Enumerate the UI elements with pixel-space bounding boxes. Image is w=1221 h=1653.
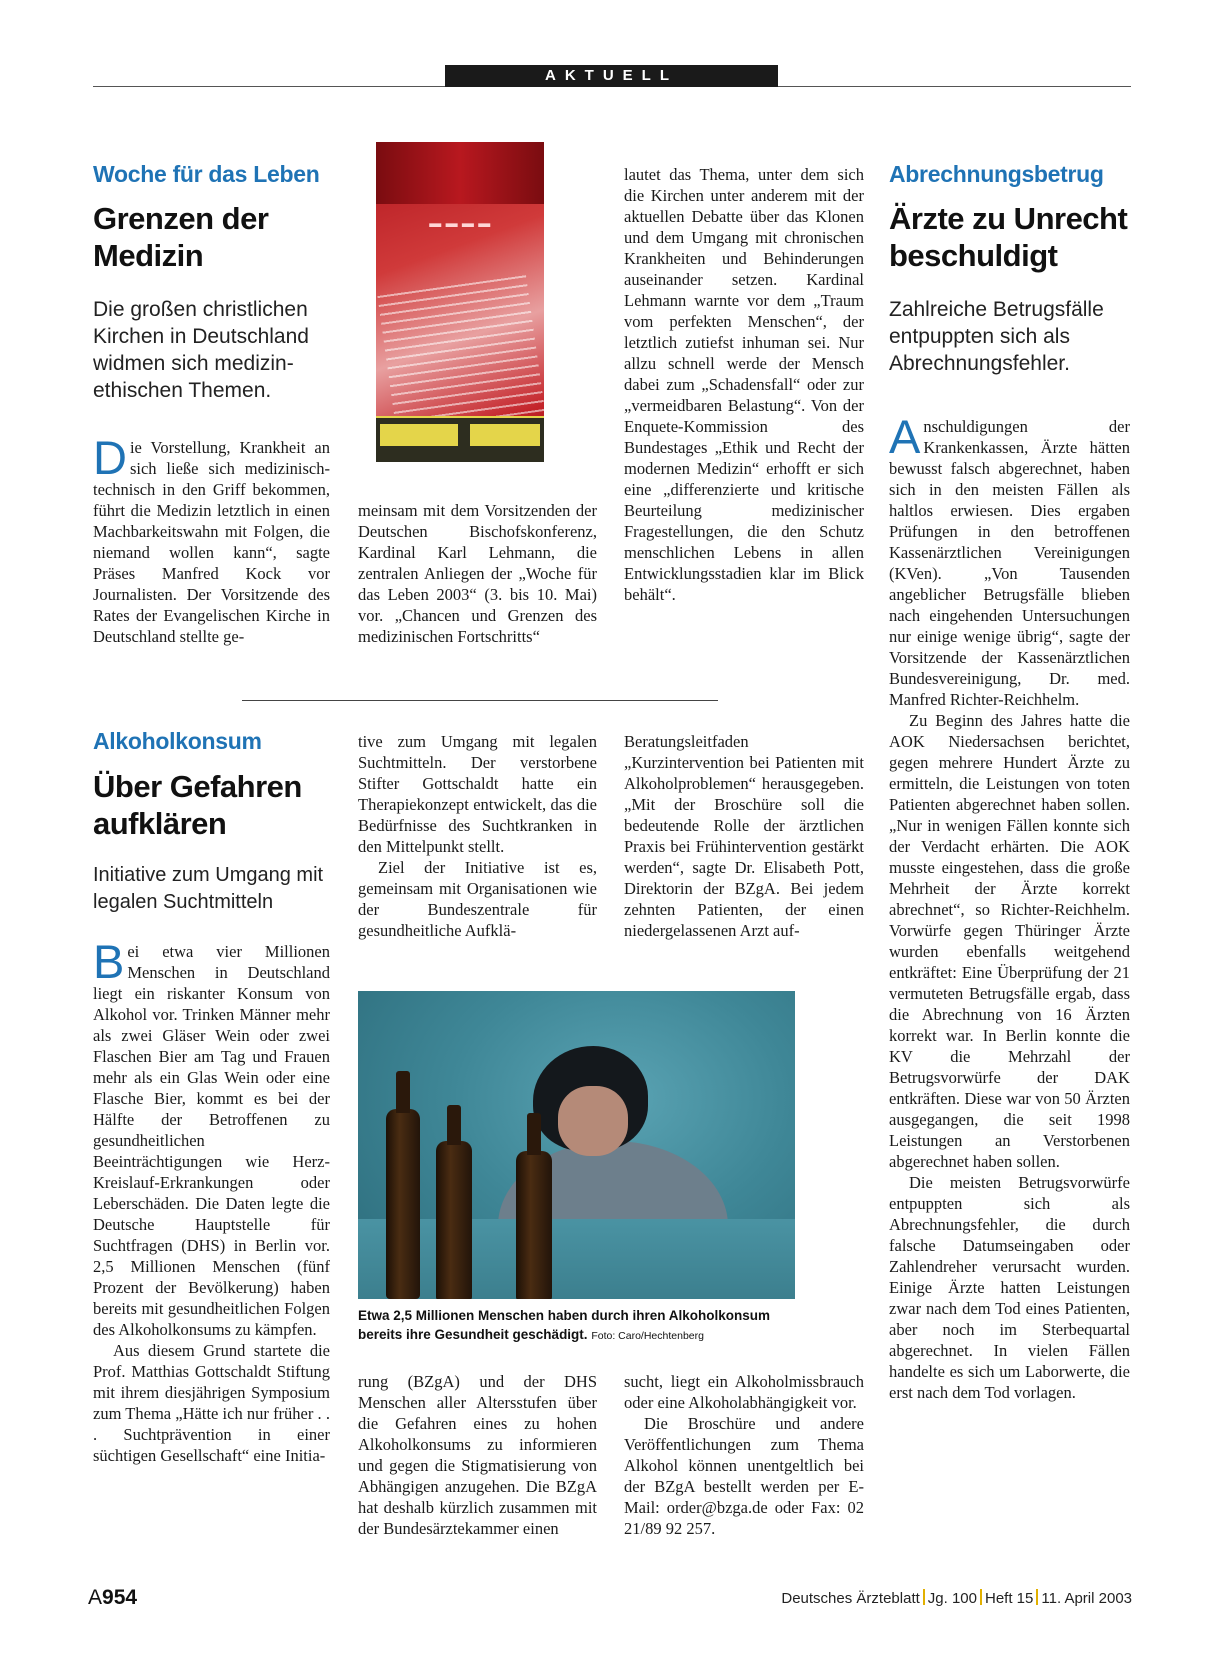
page-number-value: 954	[102, 1586, 138, 1609]
article1-column-3	[624, 164, 864, 605]
article2-subhead: Initiative zum Umgang mit legalen Suchtmitteln	[93, 864, 324, 913]
photo-bottle-2-neck	[447, 1105, 461, 1145]
brochure-cover-image	[376, 142, 544, 462]
journal-date: 11. April 2003	[1041, 1590, 1132, 1607]
photo-table	[358, 1219, 795, 1299]
article3-subhead: Zahlreiche Betrugsfälle entpuppten sich als Abrechnungsfehler.	[889, 298, 1104, 375]
journal-volume: Jg. 100	[927, 1590, 977, 1607]
alcohol-photo	[358, 991, 795, 1299]
article3-kicker: Abrechnungsbetrug	[889, 161, 1104, 187]
photo-credit: Foto: Caro/Hechtenberg	[591, 1330, 704, 1342]
photo-bottle-2	[436, 1141, 472, 1299]
article1-headline: Grenzen der Medizin	[93, 201, 269, 273]
poster-footer-right-box	[470, 424, 540, 446]
journal-footer	[740, 1589, 1132, 1607]
photo-bottle-3	[516, 1151, 552, 1299]
poster-document-graphic	[377, 272, 544, 432]
article2-column-2-bottom	[358, 1371, 597, 1539]
footer-separator	[1036, 1589, 1038, 1605]
poster-top-band	[376, 142, 544, 204]
article2-column-3-bottom	[624, 1371, 864, 1539]
article2-col3-top-text: Beratungsleitfaden „Kurzintervention bei Patienten mit Alkoholproblemen“ herausgegeben. „Mit der Broschüre soll die bedeutende Rolle der ärztlichen Praxis bei Frühintervention gestärkt werden“, sagte Dr. Elisabeth Pott, Direktorin der BZgA. Bei jedem zehnten Patienten, der einen niedergelassenen Arzt auf-	[624, 732, 864, 940]
article-divider	[242, 700, 718, 701]
article2-column-2-top	[358, 731, 597, 941]
article2-col3-bottom-p2: Die Broschüre und andere Veröffentlichungen zum Thema Alkohol können unentgeltlich bei der BZgA bestellt werden per E-Mail: order@bzga.de oder Fax: 02 21/89 92 257.	[624, 1414, 864, 1538]
photo-person-face	[558, 1086, 628, 1156]
article2-col1-p1: ei etwa vier Millionen Menschen in Deutschland liegt ein riskanter Konsum von Alkohol vor. Trinken Männer mehr als zwei Gläser Wein oder zwei Flaschen Bier am Tag und Frauen mehr als ein Glas Wein oder eine Flasche Bier, kommt es bei der Hälfte der Betroffenen zu gesundheitlichen Beeinträchtigungen wie Herz-Kreislauf-Erkrankungen oder Leberschäden. Die Daten legte die Deutsche Hauptstelle für Suchtfragen (DHS) in Berlin vor. 2,5 Millionen Menschen (fünf Prozent der Bevölkerung) haben bereits mit gesundheitlichen Folgen des Alkoholkonsums zu kämpfen.	[93, 942, 330, 1339]
article1-column-2	[358, 500, 597, 647]
article1-column-1	[93, 431, 330, 647]
poster-footer	[376, 416, 544, 462]
photo-bottle-1	[386, 1109, 420, 1299]
article1-subhead: Die großen christlichen Kirchen in Deutschland widmen sich medizin-ethischen Themen.	[93, 298, 309, 402]
poster-footer-left-box	[380, 424, 458, 446]
article3-p2: Zu Beginn des Jahres hatte die AOK Niedersachsen berichtet, gegen mehrere Hundert Ärzte zu ermitteln, die Leistungen von toten Patienten abgerechnet haben sollen. „Nur in wenigen Fällen konnte sich der Verdacht erhärten. Die AOK musste eingestehen, dass die große Mehrheit der Ärzte korrekt abrechnet“, so Richter-Reichhelm. Vorwürfe gegen Thüringer Ärzte wurden ebenfalls weitgehend entkräftet: Eine Überprüfung der 21 vermuteten Betrugsfälle ergab, dass die Abrechnung von 16 Ärzten korrekt war. In Berlin konnte die KV die Mehrzahl der Betrugsvorwürfe der DAK entkräften. Diese war von 50 Ärzten ausgegangen, die seit 1998 Leistungen an Verstorbenen abgerechnet haben sollen.	[889, 711, 1130, 1171]
article3-p3: Die meisten Betrugsvorwürfe entpuppten sich als Abrechnungsfehler, die durch falsche Datumseingaben oder Zahlendreher verursacht wurden. Einige Ärzte hatten Leistungen zwar nach dem Tod eines Patienten, aber noch im Sterbequartal abgerechnet. In vielen Fällen handelte es sich um Laborwerte, die erst nach dem Tod vorlagen.	[889, 1173, 1130, 1402]
journal-name: Deutsches Ärzteblatt	[781, 1590, 920, 1607]
photo-caption	[358, 1306, 798, 1346]
article2-col1-p2: Aus diesem Grund startete die Prof. Matthias Gottschaldt Stiftung mit ihrem diesjährigen Symposium zum Thema „Hätte ich nur früher . . . Suchtprävention in einer süchtigen Gesellschaft“ eine Initia-	[93, 1341, 330, 1465]
page-prefix: A	[88, 1586, 103, 1609]
section-label: AKTUELL	[445, 65, 778, 87]
article2-column-1	[93, 935, 330, 1466]
article1-col1-text: ie Vorstellung, Krankheit an sich ließe sich medizinisch-technisch in den Griff bekommen, führt die Medizin letztlich in einen Machbarkeitswahn mit Folgen, die niemand wollen kann“, sagte Präses Manfred Kock vor Journalisten. Der Vorsitzende des Rates der Evangelischen Kirche in Deutschland stellte ge-	[93, 438, 330, 646]
article1-col2-text: meinsam mit dem Vorsitzenden der Deutschen Bischofskonferenz, Kardinal Karl Lehmann, die zentralen Anliegen der „Woche für das Leben 2003“ (3. bis 10. Mai) vor. „Chancen und Grenzen des medizinischen Fortschritts“	[358, 501, 597, 646]
article2-col2-bottom-text: rung (BZgA) und der DHS Menschen aller Altersstufen über die Gefahren eines zu hohen Alkoholkonsums zu informieren und gegen die Stigmatisierung von Abhängigen anzugehen. Die BZgA hat deshalb kürzlich zusammen mit der Bundesärztekammer einen	[358, 1372, 597, 1538]
article3-dropcap: A	[889, 410, 921, 463]
poster-title-graphic: ▬ ▬ ▬ ▬	[429, 216, 491, 230]
article2-dropcap: B	[93, 935, 125, 988]
footer-separator	[980, 1589, 982, 1605]
article1-kicker: Woche für das Leben	[93, 161, 320, 187]
article1-dropcap: D	[93, 431, 127, 484]
photo-bottle-3-neck	[527, 1113, 541, 1155]
page-number	[88, 1586, 137, 1610]
article2-column-3-top	[624, 731, 864, 941]
photo-bottle-1-neck	[396, 1071, 410, 1113]
article2-headline: Über Gefahren aufklären	[93, 769, 302, 841]
article2-col2-top-p2: Ziel der Initiative ist es, gemeinsam mit Organisationen wie der Bundeszentrale für gesundheitliche Aufklä-	[358, 858, 597, 940]
footer-separator	[923, 1589, 925, 1605]
article2-col2-top-p1: tive zum Umgang mit legalen Suchtmitteln. Der verstorbene Stifter Gottschaldt hatte ein Therapiekonzept entwickelt, das die Bedürfnisse des Suchtkranken in den Mittelpunkt stellt.	[358, 732, 597, 856]
journal-issue: Heft 15	[985, 1590, 1034, 1607]
article1-col3-text: lautet das Thema, unter dem sich die Kirchen unter anderem mit der aktuellen Debatte über das Klonen und dem Umgang mit chronischen Krankheiten und Behinderungen auseinander setzen. Kardinal Lehmann warnte vor dem „Traum vom perfekten Menschen“, der letztlich zutiefst inhuman sei. Nur allzu schnell werde der Mensch dabei zum „Schadensfall“ oder zur „vermeidbaren Belastung“. Von der Enquete-Kommission des Bundestages „Ethik und Recht der modernen Medizin“ erhofft er sich eine „differenzierte und kritische Beurteilung medizinischer Fragestellungen, die den Schutz menschlichen Lebens in allen Entwicklungsstadien klar im Blick behält“.	[624, 165, 864, 604]
article2-col3-bottom-p1: sucht, liegt ein Alkoholmissbrauch oder eine Alkoholabhängigkeit vor.	[624, 1372, 864, 1412]
article2-kicker: Alkoholkonsum	[93, 728, 262, 754]
article3-headline: Ärzte zu Unrecht beschuldigt	[889, 201, 1128, 273]
article3-column	[889, 410, 1130, 1403]
photo-caption-text: Etwa 2,5 Millionen Menschen haben durch ihren Alkoholkonsum bereits ihre Gesundheit geschädigt.	[358, 1308, 771, 1342]
article3-p1: nschuldigungen der Krankenkassen, Ärzte hätten bewusst falsch abgerechnet, haben sich in den meisten Fällen als haltlos erwiesen. Dies ergaben Prüfungen in den betroffenen Kassenärztlichen Vereinigungen (KVen). „Von Tausenden angeblicher Betrugsfälle blieben nach eingehenden Untersuchungen nur einige wenige übrig“, sagte der Vorsitzende der Kassenärztlichen Bundesvereinigung, Dr. med. Manfred Richter-Reichhelm.	[889, 417, 1130, 709]
